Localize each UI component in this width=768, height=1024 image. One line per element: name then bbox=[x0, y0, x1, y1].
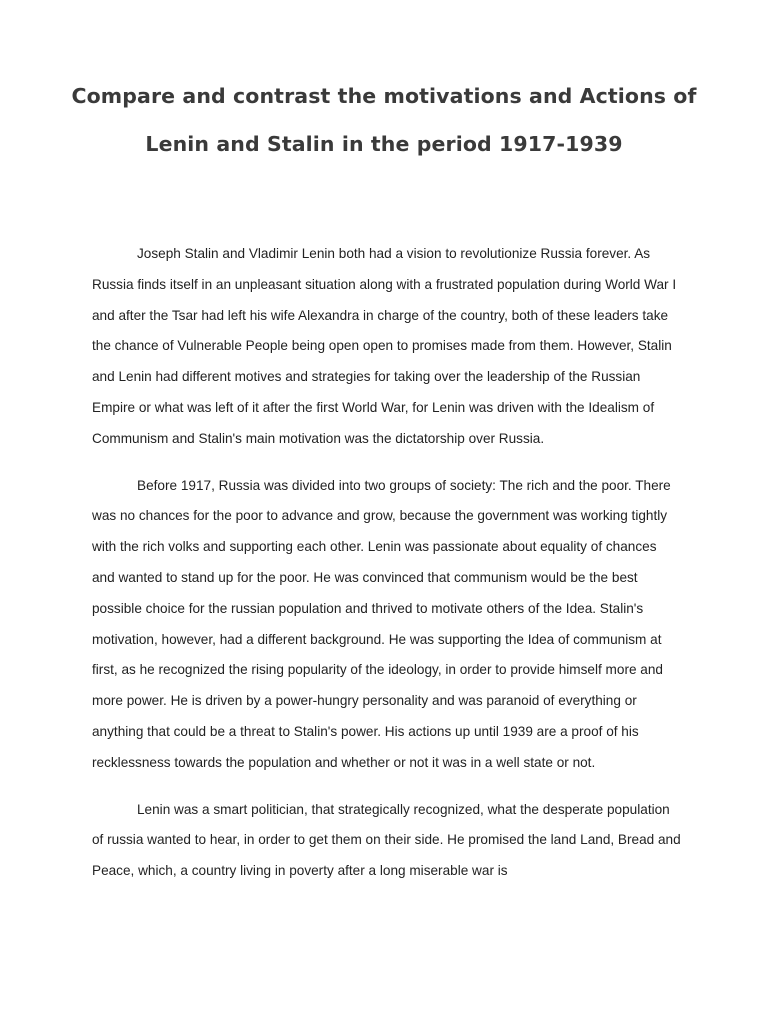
paragraph-2: Before 1917, Russia was divided into two groups of society: The rich and the poor. There was no chances for the poor to advance and grow, because the government was working tightly with the rich volks and supporting each other. Lenin was passionate about equality of chances and wanted to stand up for the poor. He was convinced that communism would be the best possible choice for the russian population and thrived to motivate others of the Idea. Stalin's motivation, however, had a different background. He was supporting the Idea of communism at first, as he recognized the rising popularity of the ideology, in order to provide himself more and more power. He is driven by a power-hungry personality and was paranoid of everything or anything that could be a threat to Stalin's power. His actions up until 1939 are a proof of his recklessness towards the population and whether or not it was in a well state or not. bbox=[92, 477, 671, 770]
paragraph-3: Lenin was a smart politician, that strategically recognized, what the desperate population of russia wanted to hear, in order to get them on their side. He promised the land Land, Bread and Peace, which, a country living in poverty after a long miserable war is bbox=[92, 801, 681, 879]
document-title: Compare and contrast the motivations and Actions of Lenin and Stalin in the period 1917-1939 bbox=[71, 84, 697, 156]
document-body bbox=[92, 239, 682, 903]
paragraph-1: Joseph Stalin and Vladimir Lenin both had a vision to revolutionize Russia forever. As Russia finds itself in an unpleasant situation along with a frustrated population during World War I and after the Tsar had left his wife Alexandra in charge of the country, both of these leaders take the chance of Vulnerable People being open open to promises made from them. However, Stalin and Lenin had different motives and strategies for taking over the leadership of the Russian Empire or what was left of it after the first World War, for Lenin was driven with the Idealism of Communism and Stalin's main motivation was the dictatorship over Russia. bbox=[92, 246, 677, 446]
